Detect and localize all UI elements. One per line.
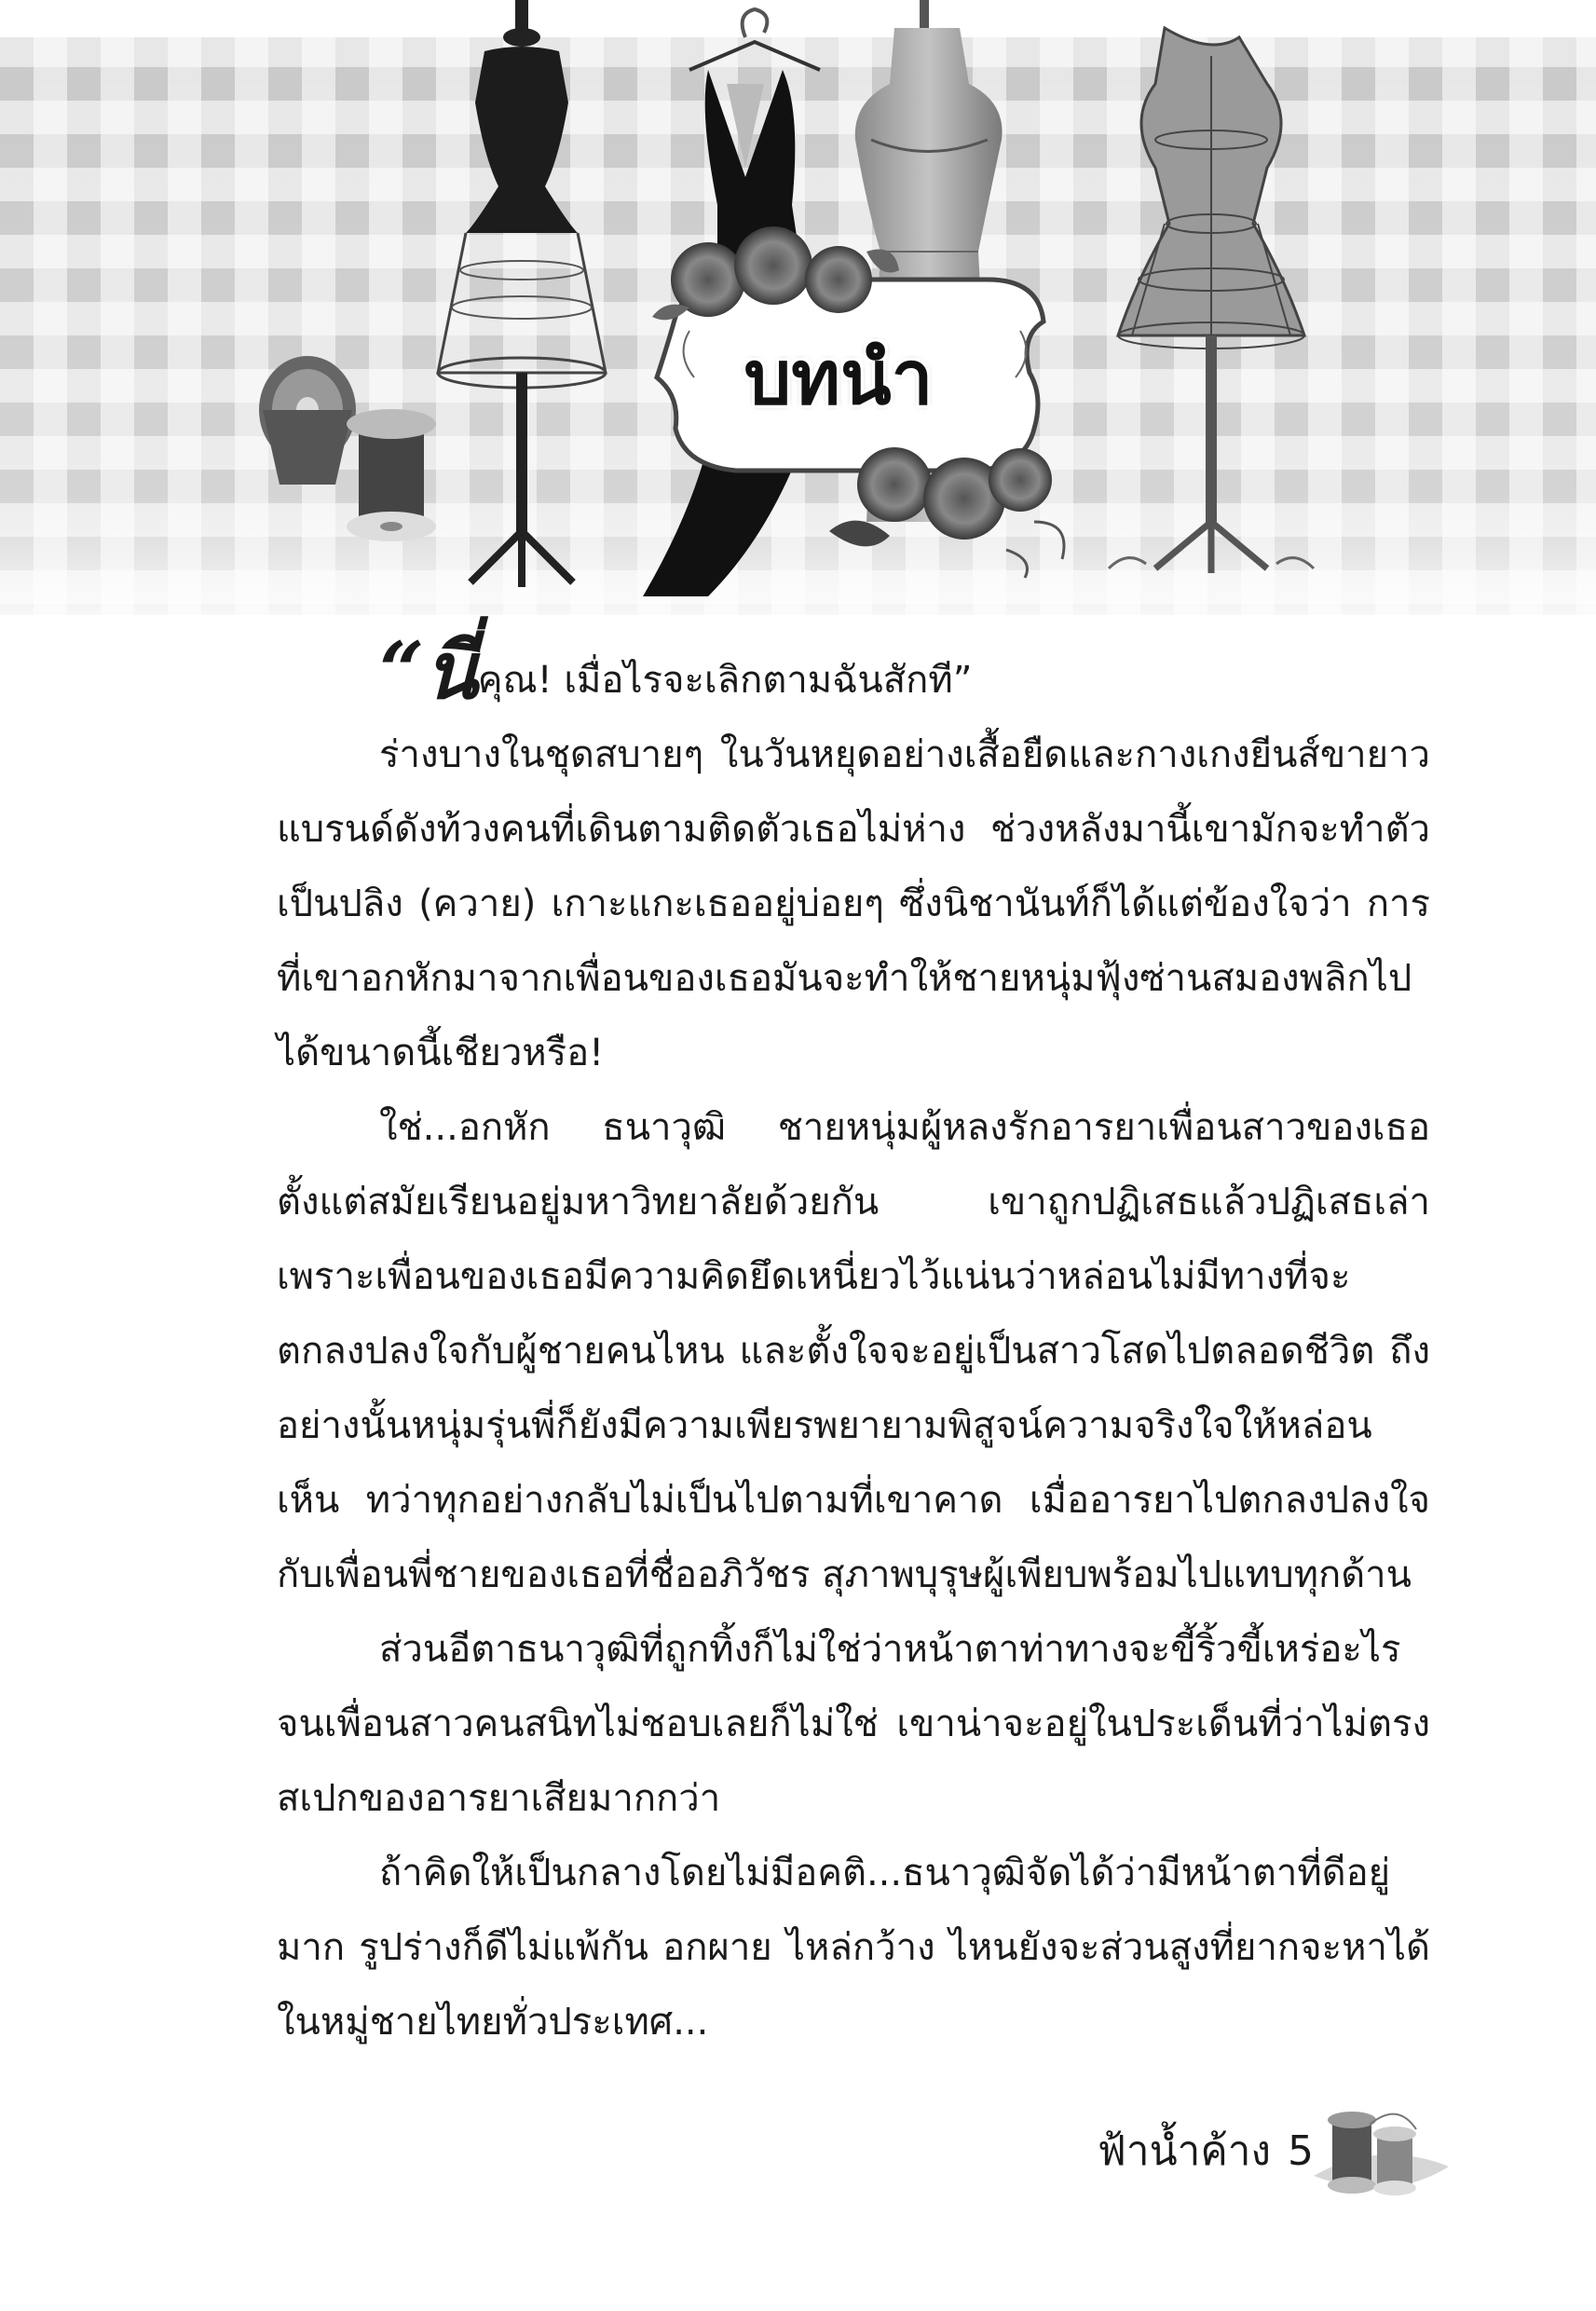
paragraph: ใช่...อกหัก ธนาวุฒิ ชายหนุ่มผู้หลงรักอารยาเพื่อนสาวของเธอตั้งแต่สมัยเรียนอยู่มหาวิทยาลัยด้วยกัน เขาถูกปฏิเสธแล้วปฏิเสธเล่าเพราะเพื่อนของเธอมีความคิดยึดเหนี่ยวไว้แน่นว่าหล่อนไม่มีทางที่จะตกลงปลงใจกับผู้ชายคนไหน และตั้งใจจะอยู่เป็นสาวโสดไปตลอดชีวิต ถึงอย่างนั้นหนุ่มรุ่นพี่ก็ยังมีความเพียรพยายามพิสูจน์ความจริงใจให้หล่อนเห็น ทว่าทุกอย่างกลับไม่เป็นไปตามที่เขาคาด เมื่ออารยาไปตกลงปลงใจกับเพื่อนพี่ชายของเธอที่ชื่ออภิวัชร สุภาพบุรุษผู้เพียบพร้อมไปแทบทุกด้าน [277, 1106, 1430, 1596]
thread-spool-icon [1304, 2101, 1453, 2204]
chapter-title: บทนำ [743, 334, 934, 421]
opening-paragraph [277, 624, 1430, 718]
chapter-body [277, 624, 1430, 2059]
opening-dialogue: คุณ! เมื่อไรจะเลิกตามฉันสักที” [477, 659, 973, 702]
drop-cap: “นี่ [379, 624, 478, 717]
paragraph: ส่วนอีตาธนาวุฒิที่ถูกทิ้งก็ไม่ใช่ว่าหน้าตาท่าทางจะขี้ริ้วขี้เหร่อะไรจนเพื่อนสาวคนสนิทไม่ชอบเลยก็ไม่ใช่ เขาน่าจะอยู่ในประเด็นที่ว่าไม่ตรงสเปกของอารยาเสียมากกว่า [277, 1628, 1430, 1820]
page-footer [1071, 2101, 1463, 2213]
paragraph: ถ้าคิดให้เป็นกลางโดยไม่มีอคติ...ธนาวุฒิจัดได้ว่ามีหน้าตาที่ดีอยู่มาก รูปร่างก็ดีไม่แพ้กัน อกผาย ไหล่กว้าง ไหนยังจะส่วนสูงที่ยากจะหาได้ในหมู่ชายไทยทั่วประเทศ... [277, 1852, 1430, 2044]
running-footer [1081, 2114, 1314, 2189]
paragraph: ร่างบางในชุดสบายๆ ในวันหยุดอย่างเสื้อยืดและกางเกงยีนส์ขายาวแบรนด์ดังท้วงคนที่เดินตามติดตัวเธอไม่ห่าง ช่วงหลังมานี้เขามักจะทำตัวเป็นปลิง (ควาย) เกาะแกะเธออยู่บ่อยๆ ซึ่งนิชานันท์ก็ได้แต่ข้องใจว่า การที่เขาอกหักมาจากเพื่อนของเธอมันจะทำให้ชายหนุ่มฟุ้งซ่านสมองพลิกไปได้ขนาดนี้เชียวหรือ! [277, 733, 1430, 1074]
book-title: ฟ้าน้ำค้าง [1097, 2127, 1271, 2175]
page-number: 5 [1288, 2127, 1314, 2175]
